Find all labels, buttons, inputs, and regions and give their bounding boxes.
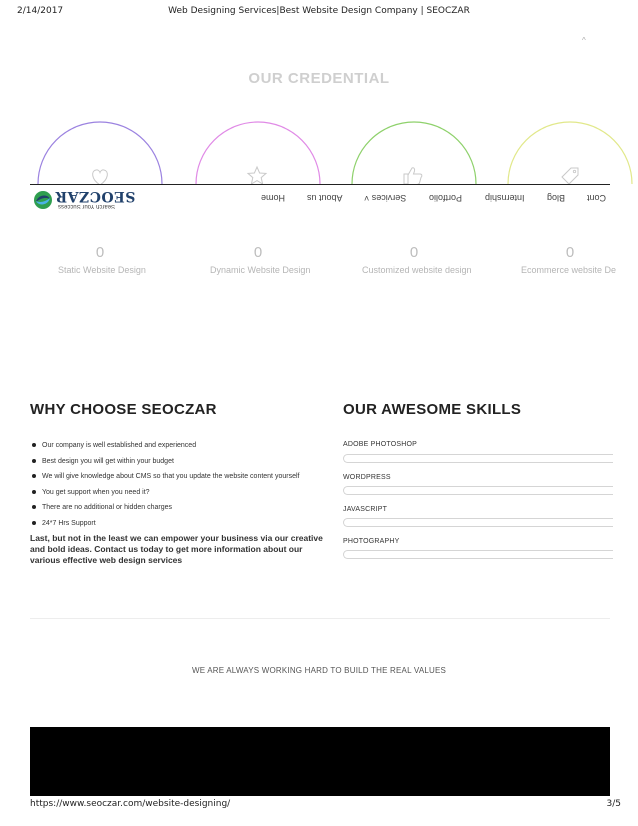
- counter-customized: 0: [409, 244, 419, 261]
- print-header: [0, 6, 638, 20]
- list-item: There are no additional or hidden charges: [30, 500, 330, 516]
- skill-bar-photoshop: [343, 454, 613, 463]
- credential-circles: [0, 110, 638, 240]
- credential-circle-4: [508, 122, 632, 184]
- credential-circle-2: [196, 122, 320, 184]
- label-static-website-design: Static Website Design: [58, 265, 146, 275]
- nav-item-services[interactable]: Services ˅: [364, 193, 407, 203]
- site-logo[interactable]: [32, 188, 136, 211]
- skill-label-wordpress: WORDPRESS: [343, 474, 391, 481]
- list-item: We will give knowledge about CMS so that you update the website content yourself: [30, 469, 330, 485]
- values-tagline: WE ARE ALWAYS WORKING HARD TO BUILD THE REAL VALUES: [191, 666, 447, 675]
- print-page-title: Web Designing Services|Best Website Design Company | SEOCZAR: [168, 6, 470, 16]
- credential-circle-3: [352, 122, 476, 184]
- credential-title: OUR CREDENTIAL: [248, 70, 390, 87]
- skill-label-photography: PHOTOGRAPHY: [343, 538, 400, 545]
- list-item: Best design you will get within your budget: [30, 454, 330, 470]
- counter-dynamic: 0: [253, 244, 263, 261]
- skill-bar-photography: [343, 550, 613, 559]
- skill-bar-javascript: [343, 518, 613, 527]
- nav-item-contact[interactable]: Cont: [587, 193, 607, 203]
- section-divider: [30, 618, 610, 619]
- nav-item-blog[interactable]: Blog: [547, 193, 566, 203]
- why-choose-paragraph: Last, but not in the least we can empower your business via our creative and bold ideas. Contact us today to get more information about our various effective web design services: [30, 533, 323, 565]
- label-dynamic-website-design: Dynamic Website Design: [210, 265, 311, 275]
- counter-static: 0: [95, 244, 105, 261]
- print-page-number: 3/5: [606, 799, 621, 809]
- credential-circle-1: [38, 122, 162, 184]
- nav-item-internship[interactable]: Internship: [485, 193, 525, 203]
- skill-label-photoshop: ADOBE PHOTOSHOP: [343, 441, 418, 448]
- list-item: Our company is well established and experienced: [30, 438, 330, 454]
- logo-swirl-icon: [32, 189, 54, 211]
- thumbs-up-icon: [404, 168, 422, 185]
- scroll-top-icon[interactable]: ^: [582, 36, 586, 45]
- why-choose-list: [30, 438, 330, 531]
- print-url[interactable]: https://www.seoczar.com/website-designing/: [30, 799, 231, 809]
- nav-item-home[interactable]: Home: [261, 193, 286, 203]
- nav-item-about[interactable]: About us: [307, 193, 343, 203]
- print-date: 2/14/2017: [17, 6, 64, 16]
- why-choose-title: WHY CHOOSE SEOCZAR: [30, 401, 217, 418]
- star-icon: [248, 167, 266, 184]
- black-banner: [30, 727, 610, 796]
- main-navbar: [30, 184, 610, 212]
- logo-tagline: Search Your Success: [58, 203, 116, 209]
- list-item: You get support when you need it?: [30, 485, 330, 501]
- tag-icon: [562, 168, 578, 184]
- label-ecommerce-website-design: Ecommerce website De: [521, 265, 617, 275]
- logo-text: SEOCZAR: [55, 188, 136, 204]
- counter-ecommerce: 0: [565, 244, 575, 261]
- skill-label-javascript: JAVASCRIPT: [343, 506, 388, 513]
- nav-item-portfolio[interactable]: Portfolio: [429, 193, 463, 203]
- label-customized-website-design: Customized website design: [362, 265, 472, 275]
- skill-bar-wordpress: [343, 486, 613, 495]
- skills-title: OUR AWESOME SKILLS: [343, 401, 522, 418]
- list-item: 24*7 Hrs Support: [30, 516, 330, 532]
- heart-icon: [93, 170, 108, 185]
